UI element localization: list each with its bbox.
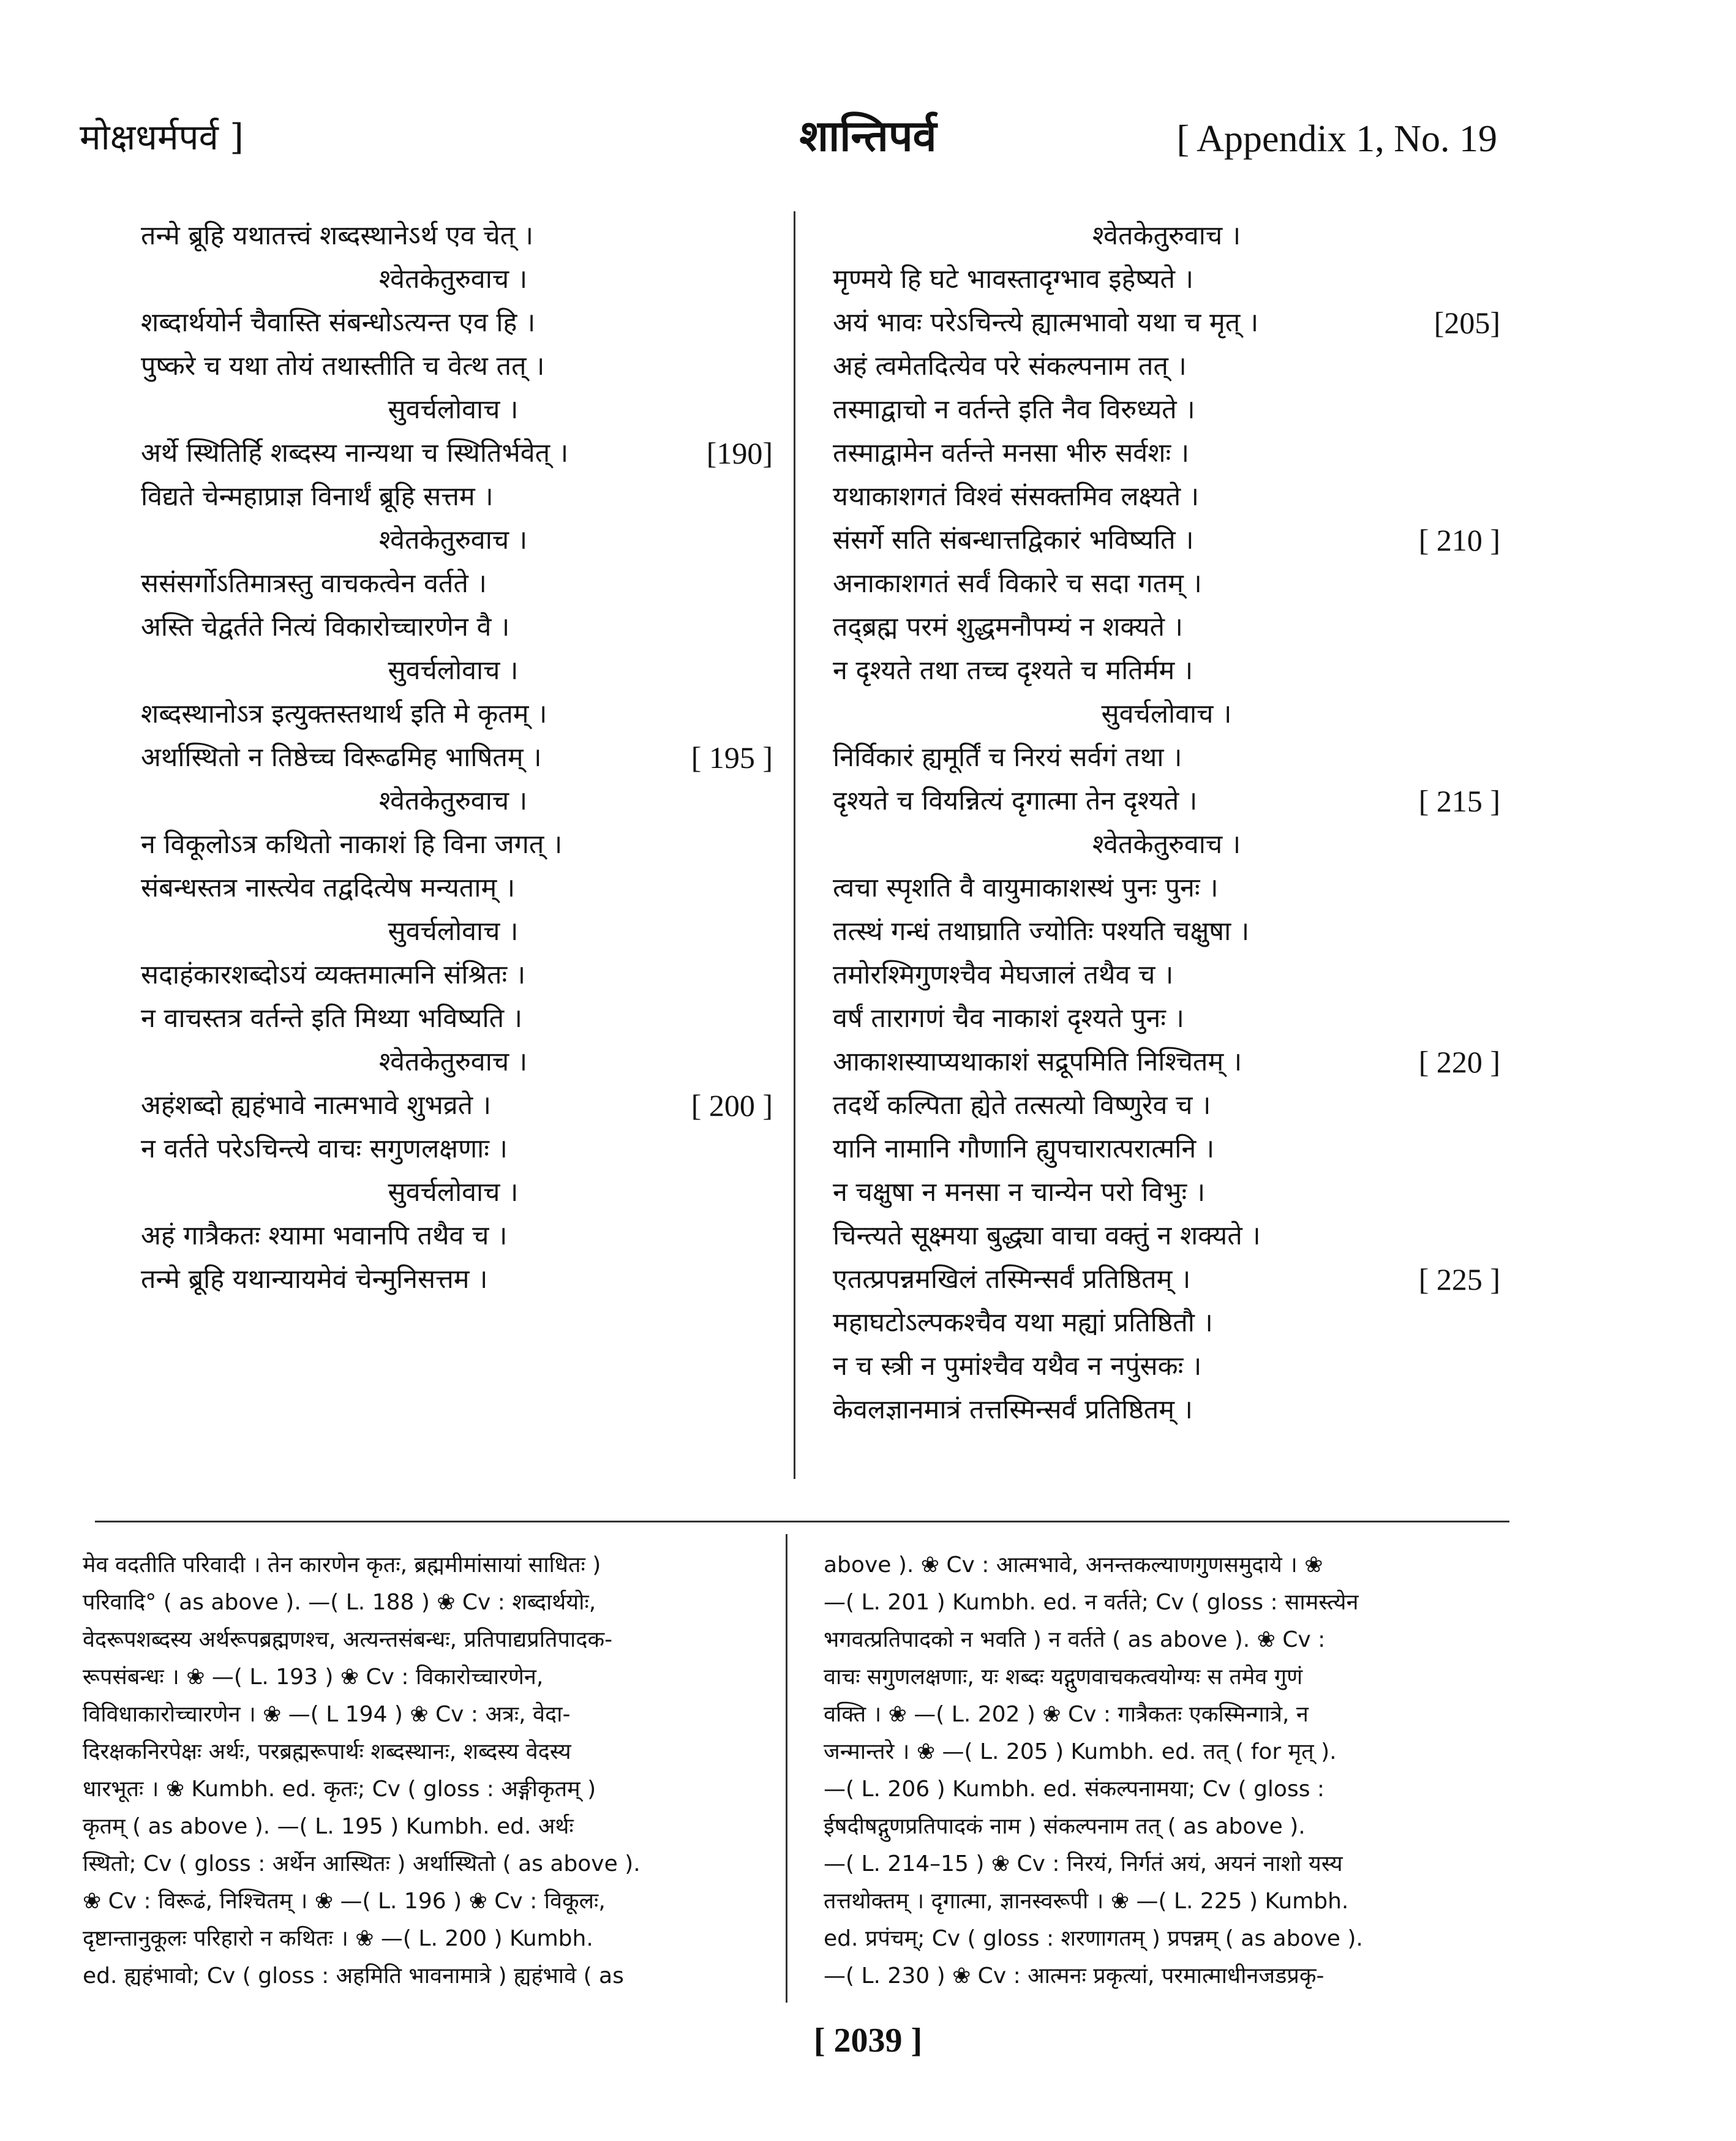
footnote-line: —( L. 201 ) Kumbh. ed. न वर्तते; Cv ( gloss : सामस्त्येन — [824, 1590, 1359, 1615]
verse-line — [141, 736, 773, 780]
verse-line — [833, 736, 1500, 780]
verse-text: न विकूलोऽत्र कथितो नाकाशं हि विना जगत् । — [141, 829, 563, 860]
speaker-text: श्वेतकेतुरुवाच । — [378, 1047, 528, 1077]
speaker-heading — [141, 649, 765, 693]
speaker-text: सुवर्चलोवाच । — [1101, 699, 1232, 729]
verse-line — [141, 867, 765, 910]
speaker-text: श्वेतकेतुरुवाच । — [1092, 220, 1241, 251]
verse-line — [833, 1214, 1500, 1258]
verse-text: अर्थे स्थितिर्हि शब्दस्य नान्यथा च स्थितिर्भवेत् । — [141, 438, 569, 468]
footnote-line: कृतम् ( as above ). —( L. 195 ) Kumbh. ed. अर्थः — [83, 1814, 574, 1839]
footnote-line: परिवादि° ( as above ). —( L. 188 ) ❀ Cv : शब्दार्थयोः, — [83, 1590, 596, 1615]
verse-line — [141, 301, 765, 345]
speaker-heading — [833, 693, 1500, 736]
verse-text: विद्यते चेन्महाप्राज्ञ विनार्थं ब्रूहि सत्तम । — [141, 481, 494, 512]
footnote-line: विविधाकारोच्चारणेन । ❀ —( L 194 ) ❀ Cv : अत्रः, वेदा- — [83, 1702, 571, 1727]
footnote-line: मेव वदतीति परिवादी । तेन कारणेन कृतः, ब्रह्ममीमांसायां साधितः ) — [83, 1552, 601, 1578]
footnote-line: भगवत्प्रतिपादको न भवति ) न वर्तते ( as above ). ❀ Cv : — [824, 1627, 1326, 1652]
verse-number: [205] — [1434, 306, 1500, 340]
verse-line — [141, 693, 765, 736]
verse-line — [833, 1084, 1500, 1127]
verse-text: निर्विकारं ह्यमूर्तिं च निरयं सर्वगं तथा । — [833, 742, 1182, 773]
verse-text: आकाशस्याप्यथाकाशं सद्रूपमिति निश्चितम् । — [833, 1047, 1242, 1077]
footnote-line: वाचः सगुणलक्षणाः, यः शब्दः यद्गुणवाचकत्वयोग्यः स तमेव गुणं — [824, 1665, 1303, 1690]
footnote-line: वक्ति । ❀ —( L. 202 ) ❀ Cv : गात्रैकतः एकस्मिन्गात्रे, न — [824, 1702, 1309, 1727]
verse-line — [141, 1214, 765, 1258]
verse-number: [ 200 ] — [691, 1088, 773, 1123]
verse-text: एतत्प्रपन्नमखिलं तस्मिन्सर्वं प्रतिष्ठितम् । — [833, 1264, 1191, 1295]
verse-text: तन्मे ब्रूहि यथातत्त्वं शब्दस्थानेऽर्थ एव चेत् । — [141, 220, 534, 251]
verse-text: ससंसर्गोऽतिमात्रस्तु वाचकत्वेन वर्तते । — [141, 568, 487, 599]
speaker-heading — [141, 780, 765, 823]
verse-text: संसर्गे सति संबन्धात्तद्विकारं भविष्यति । — [833, 525, 1194, 555]
verse-text: संबन्धस्तत्र नास्त्येव तद्वदित्येष मन्यताम् । — [141, 873, 516, 903]
verse-line — [833, 1388, 1500, 1432]
footnote-line: ed. प्रपंचम्; Cv ( gloss : शरणागतम् ) प्रपन्नम् ( as above ). — [824, 1926, 1363, 1951]
speaker-text: सुवर्चलोवाच । — [388, 1177, 519, 1208]
verse-line — [833, 345, 1500, 388]
verse-text: अहं गात्रैकतः श्यामा भवानपि तथैव च । — [141, 1221, 508, 1251]
verse-text: दृश्यते च वियन्नित्यं दृगात्मा तेन दृश्यते । — [833, 786, 1198, 816]
verse-line — [141, 345, 765, 388]
footnote-line: धारभूतः । ❀ Kumbh. ed. कृतः; Cv ( gloss : अङ्गीकृतम् ) — [83, 1777, 596, 1802]
verse-line — [833, 649, 1500, 693]
verse-text: तमोरश्मिगुणश्चैव मेघजालं तथैव च । — [833, 960, 1174, 990]
footnote-line: ❀ Cv : विरूढं, निश्चितम् । ❀ —( L. 196 ) ❀ Cv : विकूलः, — [83, 1889, 606, 1914]
verse-line — [833, 997, 1500, 1040]
verse-column-left — [141, 214, 773, 1301]
verse-line — [833, 432, 1500, 475]
verse-text: शब्दार्थयोर्न चैवास्ति संबन्धोऽत्यन्त एव हि । — [141, 307, 536, 338]
verse-line — [141, 997, 765, 1040]
verse-number: [ 225 ] — [1418, 1262, 1500, 1296]
verse-line — [141, 562, 765, 606]
verse-line — [833, 1127, 1500, 1171]
footnote-line: above ). ❀ Cv : आत्मभावे, अनन्तकल्याणगुणसमुदाये । ❀ — [824, 1552, 1323, 1578]
verse-line — [141, 606, 765, 649]
verse-text: महाघटोऽल्पकश्चैव यथा मह्यां प्रतिष्ठितौ । — [833, 1308, 1213, 1338]
verse-text: मृण्मये हि घटे भावस्तादृग्भाव इहेष्यते । — [833, 264, 1193, 295]
verse-line — [833, 562, 1500, 606]
footnote-line: स्थितो; Cv ( gloss : अर्थेन आस्थितः ) अर्थास्थितो ( as above ). — [83, 1851, 641, 1876]
verse-line — [141, 954, 765, 997]
verse-line — [833, 1040, 1500, 1084]
footnote-separator — [95, 1521, 1509, 1522]
footnotes-right — [824, 1546, 1497, 1995]
verse-text: तदर्थे कल्पिता ह्येते तत्सत्यो विष्णुरेव च । — [833, 1090, 1211, 1121]
verse-line — [833, 258, 1500, 301]
verse-text: अनाकाशगतं सर्वं विकारे च सदा गतम् । — [833, 568, 1202, 599]
verse-line — [141, 432, 773, 475]
verse-line — [141, 475, 765, 519]
verse-line — [833, 519, 1500, 562]
verse-column-right — [833, 214, 1500, 1432]
footnote-line: रूपसंबन्धः । ❀ —( L. 193 ) ❀ Cv : विकारोच्चारणेन, — [83, 1665, 544, 1690]
footnote-line: —( L. 230 ) ❀ Cv : आत्मनः प्रकृत्यां, परमात्माधीनजडप्रकृ- — [824, 1963, 1325, 1989]
verse-line — [141, 823, 765, 867]
footnote-line: —( L. 206 ) Kumbh. ed. संकल्पनामया; Cv ( gloss : — [824, 1777, 1325, 1802]
verse-text: पुष्करे च यथा तोयं तथास्तीति च वेत्थ तत् । — [141, 351, 545, 382]
column-divider — [794, 211, 795, 1479]
verse-text: शब्दस्थानोऽत्र इत्युक्तस्तथार्थ इति मे कृतम् । — [141, 699, 547, 729]
verse-text: यानि नामानि गौणानि ह्युपचारात्परात्मनि । — [833, 1134, 1215, 1164]
verse-text: केवलज्ञानमात्रं तत्तस्मिन्सर्वं प्रतिष्ठितम् । — [833, 1394, 1193, 1425]
speaker-text: श्वेतकेतुरुवाच । — [378, 786, 528, 816]
footnote-line: वेदरूपशब्दस्य अर्थरूपब्रह्मणश्च, अत्यन्तसंबन्धः, प्रतिपाद्यप्रतिपादक- — [83, 1627, 613, 1652]
footnote-line: तत्तथोक्तम् । दृगात्मा, ज्ञानस्वरूपी । ❀ —( L. 225 ) Kumbh. — [824, 1889, 1349, 1914]
verse-line — [833, 780, 1500, 823]
verse-text: न वाचस्तत्र वर्तन्ते इति मिथ्या भविष्यति । — [141, 1003, 523, 1034]
speaker-text: श्वेतकेतुरुवाच । — [1092, 829, 1241, 860]
verse-number: [ 220 ] — [1418, 1045, 1500, 1079]
speaker-text: सुवर्चलोवाच । — [388, 655, 519, 686]
verse-line — [833, 954, 1500, 997]
verse-text: न दृश्यते तथा तच्च दृश्यते च मतिर्मम । — [833, 655, 1193, 686]
verse-line — [141, 1084, 773, 1127]
footnote-line: दिरक्षकनिरपेक्षः अर्थः, परब्रह्मरूपार्थः शब्दस्थानः, शब्दस्य वेदस्य — [83, 1739, 571, 1764]
verse-line — [833, 388, 1500, 432]
verse-text: न वर्तते परेऽचिन्त्ये वाचः सगुणलक्षणाः । — [141, 1134, 508, 1164]
verse-line — [141, 214, 765, 258]
footnote-line: ईषदीषद्गुणप्रतिपादकं नाम ) संकल्पनाम तत् ( as above ). — [824, 1814, 1306, 1839]
verse-line — [833, 475, 1500, 519]
footnote-column-divider — [786, 1534, 787, 2003]
verse-line — [141, 1127, 765, 1171]
speaker-text: सुवर्चलोवाच । — [388, 916, 519, 947]
verse-number: [ 195 ] — [691, 740, 773, 775]
verse-line — [833, 606, 1500, 649]
footnotes-left — [83, 1546, 756, 1995]
verse-text: तस्माद्वाचो न वर्तन्ते इति नैव विरुध्यते । — [833, 394, 1195, 425]
verse-text: न च स्त्री न पुमांश्चैव यथैव न नपुंसकः । — [833, 1351, 1202, 1382]
header-book-title: शान्तिपर्व — [799, 110, 937, 161]
verse-line — [833, 1345, 1500, 1388]
speaker-heading — [141, 388, 765, 432]
verse-text: यथाकाशगतं विश्वं संसक्तमिव लक्ष्यते । — [833, 481, 1200, 512]
verse-line — [141, 1258, 765, 1301]
speaker-text: श्वेतकेतुरुवाच । — [378, 264, 528, 295]
header-appendix-ref: [ Appendix 1, No. 19 — [1176, 118, 1497, 160]
speaker-heading — [833, 823, 1500, 867]
footnote-line: दृष्टान्तानुकूलः परिहारो न कथितः । ❀ —( L. 200 ) Kumbh. — [83, 1926, 593, 1951]
speaker-heading — [141, 910, 765, 954]
footnote-line: ed. ह्यहंभावो; Cv ( gloss : अहमिति भावनामात्रे ) ह्यहंभावे ( as — [83, 1963, 624, 1989]
verse-text: त्वचा स्पृशति वै वायुमाकाशस्थं पुनः पुनः । — [833, 873, 1219, 903]
header-section-title: मोक्षधर्मपर्व ] — [80, 116, 244, 158]
verse-line — [833, 1171, 1500, 1214]
footnote-line: जन्मान्तरे । ❀ —( L. 205 ) Kumbh. ed. तत् ( for मृत् ). — [824, 1739, 1337, 1764]
verse-text: तन्मे ब्रूहि यथान्यायमेवं चेन्मुनिसत्तम । — [141, 1264, 488, 1295]
verse-text: अस्ति चेद्वर्तते नित्यं विकारोच्चारणेन वै । — [141, 612, 510, 642]
verse-number: [190] — [706, 436, 773, 470]
speaker-text: सुवर्चलोवाच । — [388, 394, 519, 425]
verse-line — [833, 1258, 1500, 1301]
speaker-heading — [141, 1040, 765, 1084]
verse-text: अहं त्वमेतदित्येव परे संकल्पनाम तत् । — [833, 351, 1187, 382]
speaker-heading — [141, 258, 765, 301]
verse-line — [833, 867, 1500, 910]
speaker-heading — [141, 519, 765, 562]
speaker-heading — [141, 1171, 765, 1214]
verse-text: सदाहंकारशब्दोऽयं व्यक्तमात्मनि संश्रितः । — [141, 960, 526, 990]
footnote-line: —( L. 214–15 ) ❀ Cv : निरयं, निर्गतं अयं, अयनं नाशो यस्य — [824, 1851, 1343, 1876]
speaker-heading — [833, 214, 1500, 258]
verse-line — [833, 301, 1500, 345]
verse-text: वर्षं तारागणं चैव नाकाशं दृश्यते पुनः । — [833, 1003, 1184, 1034]
verse-text: चिन्त्यते सूक्ष्मया बुद्ध्या वाचा वक्तुं न शक्यते । — [833, 1221, 1261, 1251]
verse-line — [833, 1301, 1500, 1345]
verse-text: अयं भावः परेऽचिन्त्ये ह्यात्मभावो यथा च मृत् । — [833, 307, 1259, 338]
verse-text: तस्माद्वामेन वर्तन्ते मनसा भीरु सर्वशः । — [833, 438, 1190, 468]
verse-text: अहंशब्दो ह्यहंभावे नात्मभावे शुभव्रते । — [141, 1090, 492, 1121]
verse-text: अर्थास्थितो न तिष्ठेच्च विरूढमिह भाषितम् । — [141, 742, 542, 773]
verse-number: [ 210 ] — [1418, 523, 1500, 557]
verse-text: तद्ब्रह्म परमं शुद्धमनौपम्यं न शक्यते । — [833, 612, 1183, 642]
verse-text: तत्स्थं गन्धं तथाघ्राति ज्योतिः पश्यति चक्षुषा । — [833, 916, 1250, 947]
verse-number: [ 215 ] — [1418, 784, 1500, 818]
verse-text: न चक्षुषा न मनसा न चान्येन परो विभुः । — [833, 1177, 1206, 1208]
verse-line — [833, 910, 1500, 954]
page-number: [ 2039 ] — [813, 2022, 923, 2060]
speaker-text: श्वेतकेतुरुवाच । — [378, 525, 528, 555]
